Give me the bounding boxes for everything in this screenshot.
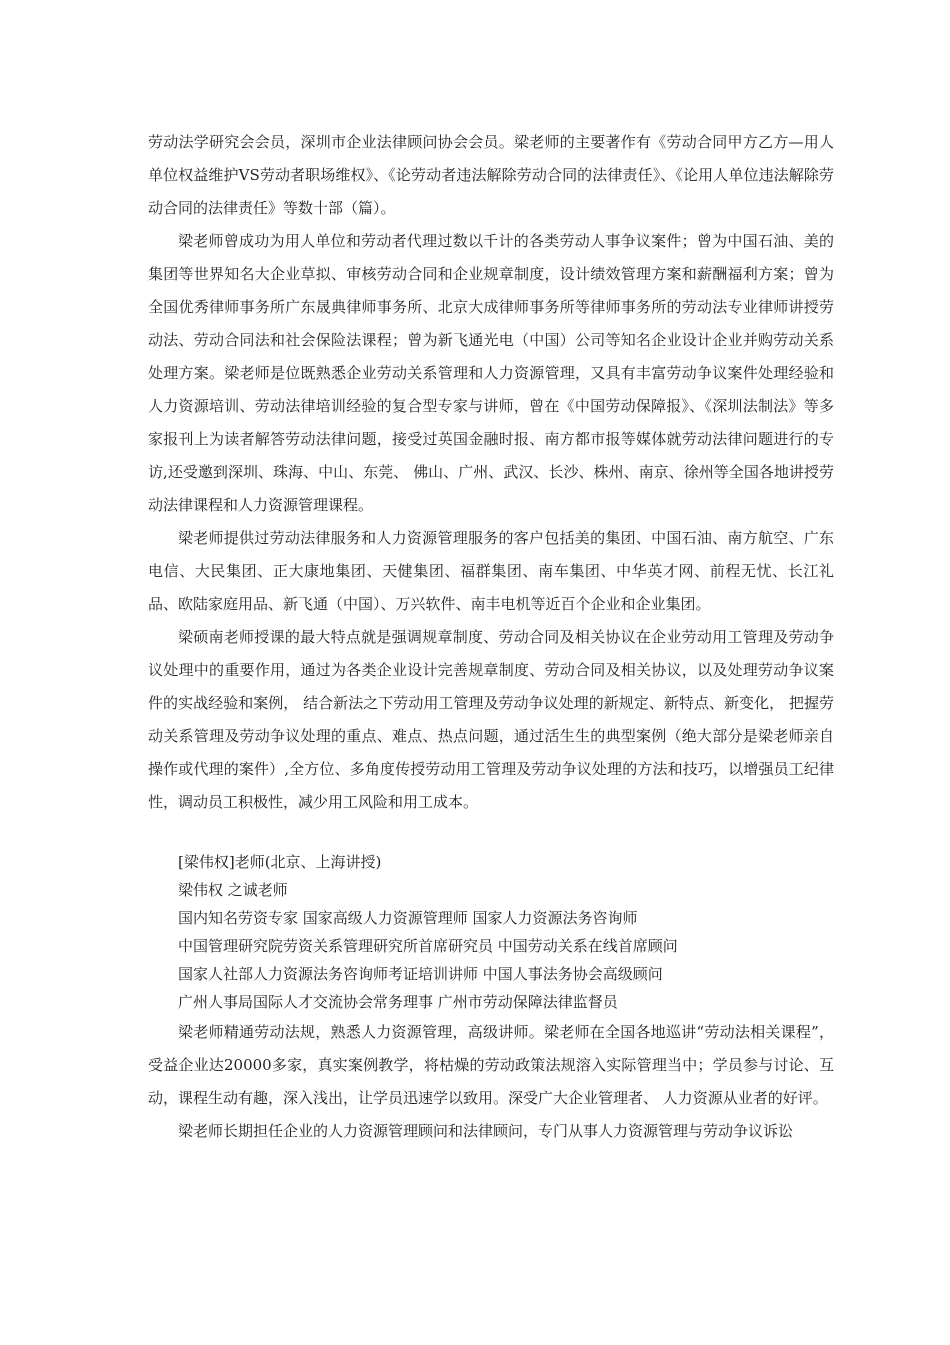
paragraph: 劳动法学研究会会员，深圳市企业法律顾问协会会员。梁老师的主要著作有《劳动合同甲方乙方—用人单位权益维护VS劳动者职场维权》、《论劳动者违法解除劳动合同的法律责任》、《论用人单位违法解除劳动合同的法律责任》等数十部（篇）。 xyxy=(148,133,834,217)
intro-line: 中国管理研究院劳资关系管理研究所首席研究员 中国劳动关系在线首席顾问 xyxy=(178,937,678,955)
paragraph: 梁硕南老师授课的最大特点就是强调规章制度、劳动合同及相关协议在企业劳动用工管理及劳动争议处理中的重要作用，通过为各类企业设计完善规章制度、劳动合同及相关协议，以及处理劳动争议案件的实战经验和案例， 结合新法之下劳动用工管理及劳动争议处理的新规定、新特点、新变化， 把握劳动关系管理及劳动争议处理的重点、难点、热点问题，通过活生生的典型案例（绝大部分是梁老师亲自操作或代理的案件）,全方位、多角度传授劳动用工管理及劳动争议处理的方法和技巧，以增强员工纪律性，调动员工积极性，减少用工风险和用工成本。 xyxy=(148,628,834,811)
paragraph: 梁老师提供过劳动法律服务和人力资源管理服务的客户包括美的集团、中国石油、南方航空、广东电信、大民集团、正大康地集团、天健集团、福群集团、南车集团、中华英才网、前程无忧、长江礼品、欧陆家庭用品、新飞通（中国）、万兴软件、南丰电机等近百个企业和企业集团。 xyxy=(148,529,834,613)
paragraph: 梁老师长期担任企业的人力资源管理顾问和法律顾问，专门从事人力资源管理与劳动争议诉讼 xyxy=(178,1122,794,1140)
paragraph: 梁老师精通劳动法规，熟悉人力资源管理，高级讲师。梁老师在全国各地巡讲“劳动法相关课程”，受益企业达20000多家，真实案例教学，将枯燥的劳动政策法规溶入实际管理当中；学员参与讨论、互动，课程生动有趣，深入浅出，让学员迅速学以致用。深受广大企业管理者、 人力资源从业者的好评。 xyxy=(148,1023,834,1107)
intro-line: 国家人社部人力资源法务咨询师考证培训讲师 中国人事法务协会高级顾问 xyxy=(178,965,663,983)
intro-line: 广州人事局国际人才交流协会常务理事 广州市劳动保障法律监督员 xyxy=(178,993,618,1011)
paragraph: 梁老师曾成功为用人单位和劳动者代理过数以千计的各类劳动人事争议案件；曾为中国石油、美的集团等世界知名大企业草拟、审核劳动合同和企业规章制度，设计绩效管理方案和薪酬福利方案；曾为全国优秀律师事务所广东晟典律师事务所、北京大成律师事务所等律师事务所的劳动法专业律师讲授劳动法、劳动合同法和社会保险法课程；曾为新飞通光电（中国）公司等知名企业设计企业并购劳动关系处理方案。梁老师是位既熟悉企业劳动关系管理和人力资源管理，又具有丰富劳动争议案件处理经验和人力资源培训、劳动法律培训经验的复合型专家与讲师，曾在《中国劳动保障报》、《深圳法制法》等多家报刊上为读者解答劳动法律问题，接受过英国金融时报、南方都市报等媒体就劳动法律问题进行的专访,还受邀到深圳、珠海、中山、东莞、 佛山、广州、武汉、长沙、株州、南京、徐州等全国各地讲授劳动法律课程和人力资源管理课程。 xyxy=(148,232,834,514)
intro-line: 梁伟权 之诚老师 xyxy=(178,881,288,899)
section-liang-shuonan-bio xyxy=(148,126,834,819)
intro-line: 国内知名劳资专家 国家高级人力资源管理师 国家人力资源法务咨询师 xyxy=(178,909,638,927)
intro-line: [梁伟权]老师(北京、上海讲授) xyxy=(178,853,382,871)
section-liang-weiquan-bio xyxy=(148,848,834,1148)
